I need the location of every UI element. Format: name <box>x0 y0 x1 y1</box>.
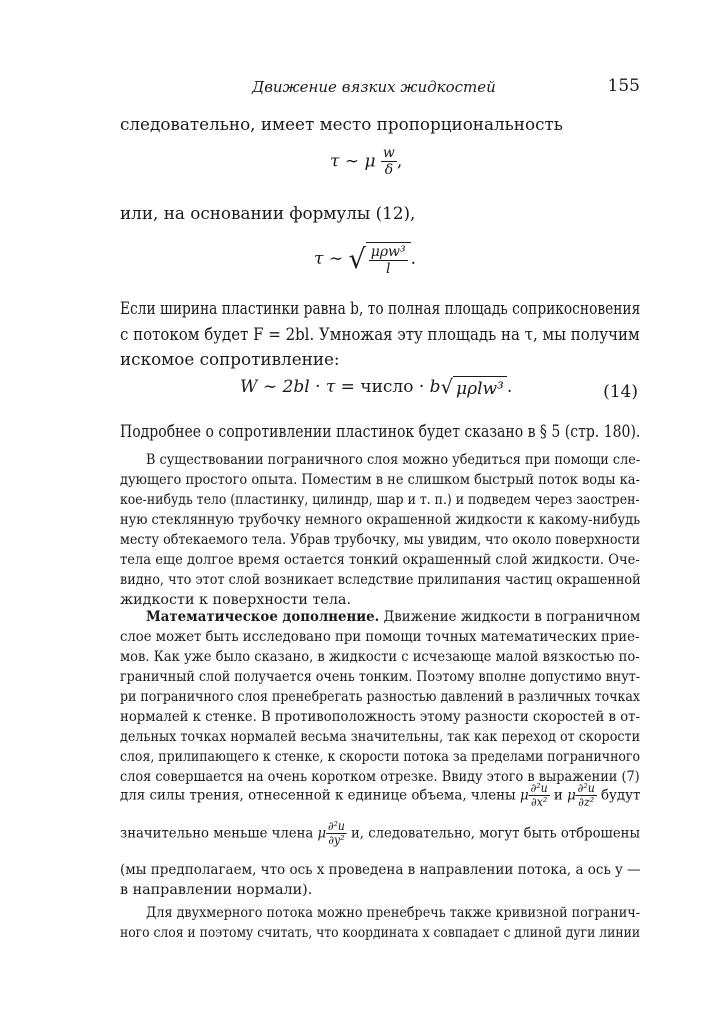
text-span: и <box>553 787 563 804</box>
formula-punct: . <box>410 249 416 270</box>
fraction-denominator: ∂x² <box>531 794 548 809</box>
text-line: с потоком будет F = 2bl. Умножая эту площадь на τ, мы получим <box>120 324 640 344</box>
text-line: ную стеклянную трубочку немного окрашенной жидкости к какому-нибудь <box>120 512 641 528</box>
text-line-with-math <box>120 820 640 847</box>
fraction-numerator: μρw³ <box>370 244 406 260</box>
square-root <box>348 242 410 277</box>
running-title: Движение вязких жидкостей <box>252 78 496 96</box>
fraction-numerator: ∂²u <box>327 819 345 833</box>
text-line: искомое сопротивление: <box>120 349 340 369</box>
derivative-fraction <box>576 782 597 809</box>
text-line: дующего простого опыта. Поместим в не слишком быстрый поток воды ка- <box>120 472 640 488</box>
text-line: ри пограничного слоя пренебрегать разностью давлений в различных точках <box>120 689 640 705</box>
fraction-denominator: ∂z² <box>578 794 595 809</box>
formula-mid: · b <box>418 377 441 397</box>
text-line: дельных точках нормалей весьма значительны, так как переход от скорости <box>120 729 641 745</box>
formula-lhs: τ ∼ <box>314 249 344 270</box>
radical-sign: √ <box>440 375 454 399</box>
mu-symbol: μ <box>567 787 576 804</box>
text-span: Движение жидкости в пограничном <box>379 609 641 625</box>
text-line: тела еще долгое время остается тонкий окрашенный слой жидкости. Оче- <box>120 552 640 568</box>
text-line: кое-нибудь тело (пластинку, цилиндр, шар и т. п.) и подведем через заострен- <box>120 492 640 508</box>
formula-resistance <box>240 376 512 399</box>
page-number: 155 <box>607 76 640 96</box>
fraction-denominator: l <box>385 261 391 278</box>
fraction <box>381 146 397 178</box>
text-line-with-math <box>120 782 640 809</box>
text-line: месту обтекаемого тела. Убрав трубочку, мы увидим, что около поверхности <box>120 532 641 548</box>
formula-punct: . <box>506 377 513 397</box>
text-line: Подробнее о сопротивлении пластинок будет сказано в § 5 (стр. 180). <box>120 421 641 441</box>
derivative-fraction <box>529 782 550 809</box>
text-span: значительно меньше члена <box>120 825 314 842</box>
text-line: слое может быть исследовано при помощи точных математических прие- <box>120 629 640 645</box>
text-line: или, на основании формулы (12), <box>120 203 416 223</box>
fraction <box>369 245 408 277</box>
text-line: слоя совершается на очень коротком отрезке. Ввиду этого в выражении (7) <box>120 769 640 785</box>
fraction-denominator: δ <box>384 162 394 179</box>
text-line: (мы предполагаем, что ось x проведена в направлении потока, а ось y — <box>120 862 641 878</box>
text-line: нормалей к стенке. В противоположность этому разности скоростей в от- <box>120 709 640 725</box>
text-span: и, следовательно, могут быть отброшены <box>350 825 641 842</box>
fraction-numerator: ∂²u <box>577 781 595 795</box>
fraction-denominator: ∂y² <box>328 832 345 847</box>
text-span: будут <box>600 787 641 804</box>
equation-number: (14) <box>603 382 638 402</box>
fraction-numerator: ∂²u <box>530 781 548 795</box>
text-line: в направлении нормали). <box>120 882 313 898</box>
text-line: Для двухмерного потока можно пренебречь также кривизной погранич- <box>146 905 641 921</box>
mu-symbol: μ <box>317 825 327 842</box>
formula-word: число <box>360 377 414 397</box>
formula-punct: , <box>396 151 403 172</box>
mu-symbol: μ <box>519 787 529 804</box>
formula-tau-sqrt <box>314 242 416 277</box>
text-line: граничный слой получается очень тонким. Поэтому вполне допустимо внут- <box>120 669 641 685</box>
text-line: В существовании пограничного слоя можно убедиться при помощи сле- <box>146 452 641 468</box>
square-root <box>441 376 507 399</box>
text-line: слоя, прилипающего к стенке, к скорости потока за пределами пограничного <box>120 749 640 765</box>
page-header <box>120 76 640 100</box>
text-line: видно, что этот слой возникает вследствие прилипания частиц окрашенной <box>120 572 641 588</box>
derivative-fraction <box>326 820 347 847</box>
text-line: Если ширина пластинки равна b, то полная площадь соприкосновения <box>120 298 641 318</box>
formula-lhs: τ ∼ μ <box>330 151 376 172</box>
formula-lhs: W ∼ 2bl · τ = <box>240 377 355 397</box>
text-line: жидкости к поверхности тела. <box>120 592 352 608</box>
formula-tau-proportional <box>330 146 402 178</box>
section-heading: Математическое дополнение. <box>146 609 380 625</box>
text-span: для силы трения, отнесенной к единице объема, члены <box>120 787 516 804</box>
radicand: μρlw³ <box>453 376 507 399</box>
text-line: ного слоя и поэтому считать, что координата x совпадает с длиной дуги линии <box>120 925 641 941</box>
text-line: мов. Как уже было сказано, в жидкости с исчезающе малой вязкостью по- <box>120 649 640 665</box>
text-line: следовательно, имеет место пропорциональность <box>120 114 563 134</box>
text-line <box>146 609 640 625</box>
fraction-numerator: w <box>382 145 395 161</box>
radical-sign: √ <box>348 244 366 276</box>
